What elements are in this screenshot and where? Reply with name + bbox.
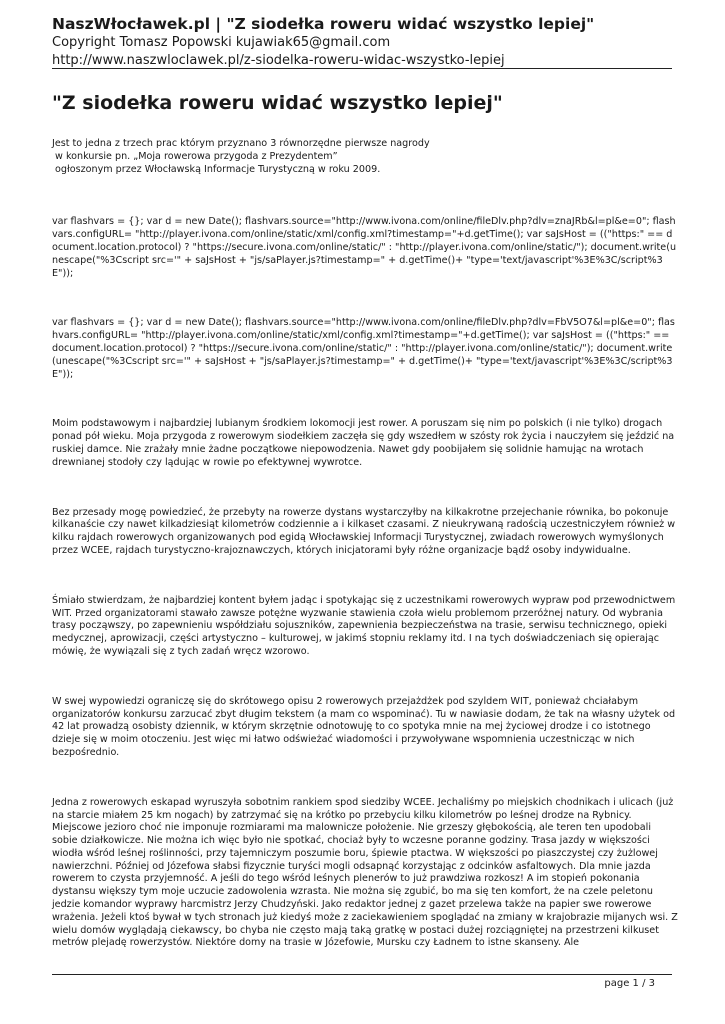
footer-divider <box>52 974 672 975</box>
document-header <box>52 14 682 70</box>
embedded-script-text: var flashvars = {}; var d = new Date(); flashvars.source="http://www.ivona.com/online/fileDlv.php?dlv=FbV5O7&l=pl&e=0"; flashvars.configURL= "http://player.ivona.com/online/static/xml/config.xml?timestamp="+d.getTime(); var saJsHost = (("https:" == document.location.protocol) ? "https://secure.ivona.com/online/static/" : "http://player.ivona.com/online/static/"); document.write(unescape("%3Cscript src='" + saJsHost + "js/saPlayer.js?timestamp=" + d.getTime()+ "type='text/javascript'%3E%3C/script%3E")); <box>52 317 675 380</box>
article-body <box>52 138 678 950</box>
article-paragraph: W swej wypowiedzi ograniczę się do skrótowego opisu 2 rowerowych przejażdżek pod szyldem WIT, ponieważ chciałabym organizatorów konkursu zarzucać zbyt długim tekstem (a mam co wspominać). Tu w nawiasie dodam, że tak na własny użytek od 42 lat prowadzą osobisty dziennik, w którym skrzętnie odnotowuję to co spotyka mnie na mej życiowej drodze i co istotnego dzieje się w moim otoczeniu. Jest więc mi łatwo odświeżać wiadomości i przywoływane wspomnienia uczestnicząc w nich bezpośrednio. <box>52 695 676 758</box>
page-number: page 1 / 3 <box>604 978 655 989</box>
site-title: NaszWłocławek.pl | "Z siodełka roweru widać wszystko lepiej" <box>52 15 595 33</box>
spacer <box>52 381 678 418</box>
spacer <box>52 176 678 216</box>
article-title: "Z siodełka roweru widać wszystko lepiej" <box>52 92 503 114</box>
intro-line: w konkursie pn. „Moja rowerowa przygoda z Prezydentem” <box>52 150 338 162</box>
source-url: http://www.naszwloclawek.pl/z-siodelka-roweru-widac-wszystko-lepiej <box>52 53 505 68</box>
spacer <box>52 280 678 317</box>
embedded-script-text: var flashvars = {}; var d = new Date(); flashvars.source="http://www.ivona.com/online/fileDlv.php?dlv=znaJRb&l=pl&e=0"; flashvars.configURL= "http://player.ivona.com/online/static/xml/config.xml?timestamp="+d.getTime(); var saJsHost = (("https:" == document.location.protocol) ? "https://secure.ivona.com/online/static/" : "http://player.ivona.com/online/static/"); document.write(unescape("%3Cscript src='" + saJsHost + "js/saPlayer.js?timestamp=" + d.getTime()+ "type='text/javascript'%3E%3C/script%3E")); <box>52 216 677 279</box>
spacer <box>52 659 678 696</box>
spacer <box>52 760 678 797</box>
spacer <box>52 558 678 595</box>
article-paragraph: Śmiało stwierdzam, że najbardziej kontent byłem jadąc i spotykając się z uczestnikami rowerowych wypraw pod przewodnictwem WIT. Przed organizatorami stawało zawsze potężne wyzwanie stawienia czoła wielu problemom przeróżnej natury. Od wybrania trasy począwszy, po zapewnieniu współdziału sojuszników, zapewnienia bezpieczeństwa na trasie, serwisu technicznego, opieki medycznej, aprowizacji, części artystyczno – kulturowej, w jakimś stopniu reklamy itd. I na tych doświadczeniach się opierając mówię, że wywiązali się z tych zadań wręcz wzorowo. <box>52 594 676 657</box>
article-paragraph: Moim podstawowym i najbardziej lubianym środkiem lokomocji jest rower. A poruszam się nim po polskich (i nie tylko) drogach ponad pół wieku. Moja przygoda z rowerowym siodełkiem zaczęła się gdy wszedłem w szósty rok życia i nauczyłem się jeździć na ruskiej damce. Nie zrażały mnie żadne początkowe niepowodzenia. Nawet gdy poobijałem się solidnie hamując na wrotach drewnianej stodoły czy lądując w rowie po efektywnej wywrotce. <box>52 418 675 468</box>
intro-line: Jest to jedna z trzech prac którym przyznano 3 równorzędne pierwsze nagrody <box>52 138 430 149</box>
intro-line: ogłoszonym przez Włocławską Informacje Turystyczną w roku 2009. <box>52 163 381 175</box>
article-paragraph: Bez przesady mogę powiedzieć, że przebyty na rowerze dystans wystarczyłby na kilkakrotne przejechanie równika, bo pokonuje kilkanaście czy nawet kilkadziesiąt kilometrów codziennie a i kilkaset czasami. Z nieukrywaną radością uczestniczyłem również w kilku rajdach rowerowych organizowanych pod egidą Włocławskiej Informacji Turystycznej, zwiadach rowerowych wymyślonych przez WCEE, rajdach turystyczno-krajoznawczych, których inicjatorami były różne organizacje bądź osoby indywidualne. <box>52 506 676 556</box>
copyright-line: Copyright Tomasz Popowski kujawiak65@gmail.com <box>52 35 391 50</box>
header-divider <box>52 68 672 69</box>
spacer <box>52 470 678 507</box>
intro-block <box>52 138 678 176</box>
article-paragraph: Jedna z rowerowych eskapad wyruszyła sobotnim rankiem spod siedziby WCEE. Jechaliśmy po miejskich chodnikach i ulicach (już na starcie miałem 25 km nogach) by zatrzymać się na krótko po przebyciu kilku kilometrów po leśnej drodze na Rybnicy. Miejscowe jezioro choć nie imponuje rozmiarami ma malownicze położenie. Nie grzeszy głębokością, ale teren ten upodobali sobie działkowicze. Nie można ich więc było nie spotkać, chociaż były to wczesne poranne godziny. Trasa jazdy w większości wiodła wśród leśnej roślinności, przy tajemniczym poszumie boru, śpiewie ptactwa. W większości po piaszczystej czy żużlowej nawierzchni. Później od Józefowa słabsi fizycznie turyści mogli odsapnąć korzystając z odcinków asfaltowych. Dla mnie jazda rowerem to czysta przyjemność. A jeśli do tego wśród leśnych plenerów to już prawdziwa rozkosz! A im stopień pokonania dystansu większy tym moje uczucie zadowolenia wzrasta. Nie można się zgubić, bo ma się ten komfort, że na czele peletonu jedzie komandor wyprawy harcmistrz Jerzy Chudzyński. Jako redaktor jednej z gazet przelewa także na papier swe rowerowe wrażenia. Jeżeli ktoś bywał w tych stronach już kiedyś może z zaciekawieniem spoglądać na zmiany w krajobrazie mijanych wsi. Z wielu domów wyglądają ciekawscy, bo chyba nie często mają taką gratkę w postaci dużej rozciągniętej na przestrzeni kilkuset metrów plejadę rowerzystów. Niektóre domy na trasie w Józefowie, Mursku czy Ładnem to istne skanseny. Ale <box>52 796 678 949</box>
